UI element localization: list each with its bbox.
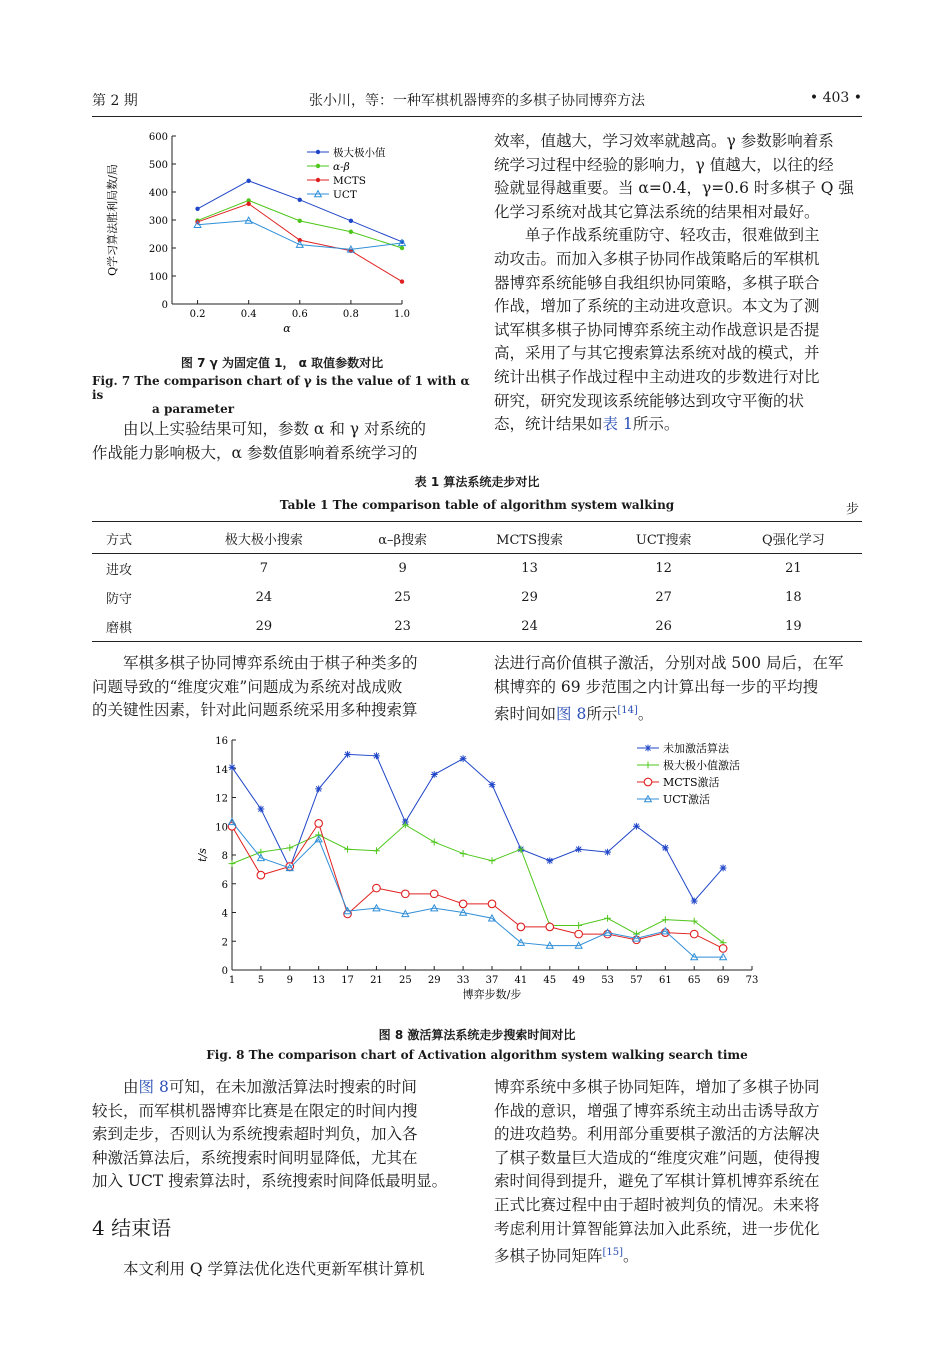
running-title: 张小川，等：一种军棋机器博弈的多棋子协同博弈方法 [309,93,645,109]
mid-left-line: 军棋多棋子协同博弈系统由于棋子种类多的 [123,654,418,672]
right-line: 高，采用了与其它搜索算法系统对战的模式，并 [494,344,820,363]
y-tick-label: 0 [221,966,228,977]
table-cell: 磨棋 [92,612,179,642]
data-point [315,820,323,828]
page-number: • 403 • [809,90,862,106]
table-cell: 24 [255,590,273,605]
data-point [489,781,496,788]
legend-marker [316,178,320,182]
mid-right-line-last [494,699,862,727]
bot-right-line: 正式比赛过程中由于超时被判负的情况。未来将 [494,1195,820,1214]
right-line: 化学习系统对战其它算法系统的结果相对最好。 [494,202,820,221]
data-point [460,850,467,857]
bottom-left-paragraph [92,1076,462,1194]
table-cell: 防守 [106,592,133,607]
y-tick-label: 10 [215,822,228,834]
series-line [232,754,723,901]
right-line: 验就显得越重要。当 α=0.4，γ=0.6 时多棋子 Q 强 [494,179,854,198]
text-fragment: 。 [637,705,654,724]
fig7-caption-en-line2: a parameter [152,402,235,416]
mid-left-paragraph [92,652,462,723]
x-tick-label: 0.2 [189,309,206,320]
right-line: 单子作战系统重防守、轻攻击，很难做到主 [525,226,820,245]
data-point [431,771,438,778]
table-header-row [92,524,862,554]
bot-left-line: 加入 UCT 搜索算法时，系统搜索时间降低最明显。 [92,1172,448,1191]
right-line: 统计出棋子作战过程中主动进攻的步数进行对比 [494,367,820,386]
mid-right-line: 棋博弈的 69 步范围之内计算出每一步的平均搜 [494,677,819,696]
section-heading: 4 结束语 [92,1216,172,1240]
data-point [402,890,410,898]
table-header-cell: MCTS搜索 [457,524,603,554]
bottom-right-paragraph [494,1076,862,1269]
data-point [575,846,582,853]
table-cell: 21 [785,561,802,576]
legend-marker [645,762,652,769]
x-tick-label: 29 [427,975,441,986]
table-header-cell: Q强化学习 [725,524,862,554]
table1-unit: 步 [846,502,860,517]
legend-marker [316,150,320,154]
data-point [488,900,496,908]
text-fragment: 索时间如 [494,705,557,724]
data-point [229,764,236,771]
table-cell: 29 [521,590,538,605]
y-tick-label: 100 [148,272,168,283]
data-point [349,219,353,223]
bot-right-line: 索时间得到提升，避免了军棋计算机博弈系统在 [494,1172,820,1191]
text-fragment: 所示。 [632,415,680,434]
y-tick-label: 300 [148,216,168,227]
right-paragraph-1 [494,130,862,437]
data-point [373,752,380,759]
table-header-cell: UCT搜索 [603,524,725,554]
table-cell: 9 [398,561,407,576]
x-tick-label: 17 [341,975,354,986]
right-line: 统学习过程中经验的影响力，γ 值越大，以往的经 [494,155,834,174]
table1 [92,524,862,642]
table-header-cell: α–β搜索 [349,524,457,554]
legend-label: MCTS激活 [663,776,720,789]
table-header-cell: 方式 [92,524,179,554]
x-tick-label: 1.0 [394,309,410,320]
table-cell: 12 [655,561,672,576]
table-cell: 13 [521,561,538,576]
data-point [690,930,698,938]
x-tick-label: 21 [370,975,383,986]
x-tick-label: 0.8 [342,309,359,320]
fig8-chart [192,730,782,1020]
fig7-caption-en-line1: Fig. 7 The comparison chart of γ is the value of 1 with α is [92,374,470,402]
data-point [195,207,199,211]
legend-marker [644,778,652,786]
table1-caption-en: Table 1 The comparison table of algorithm system walking [279,498,675,512]
right-line: 试军棋多棋子协同博弈系统主动作战意识是否提 [494,320,820,339]
text-fragment: 。 [623,1247,639,1266]
data-point [662,916,669,923]
data-point [315,785,322,792]
y-tick-label: 200 [148,244,168,255]
issue-number: 第 2 期 [92,93,138,109]
fig7-chart [92,122,472,347]
bot-right-line: 博弈系统中多棋子协同矩阵，增加了多棋子协同 [494,1078,820,1096]
legend-label: MCTS [333,175,366,187]
table-cell: 24 [457,612,603,642]
legend-label: 未加激活算法 [663,742,729,755]
data-point [460,755,467,762]
x-tick-label: 73 [745,975,759,986]
bot-right-line-last [494,1241,862,1269]
data-point [546,857,553,864]
table-cell: 25 [394,590,411,605]
data-point [430,890,438,898]
table-cell: 26 [603,612,725,642]
x-tick-label: 41 [514,975,528,986]
text-fragment: 态，统计结果如 [494,415,603,434]
bot-left-line: 较长，而军棋机器博弈比赛是在限定的时间内搜 [92,1101,418,1120]
text-fragment: 由 [123,1078,139,1096]
table-row [92,554,862,584]
data-point [349,230,353,234]
legend-marker [645,745,652,752]
table-cell: 进攻 [106,563,133,578]
data-point [344,751,351,758]
x-tick-label: 33 [456,975,470,986]
y-tick-label: 4 [221,908,228,920]
mid-left-line: 问题导致的“维度灾难”问题成为系统对战成败 [92,677,403,696]
data-point [604,915,611,922]
data-point [373,884,381,892]
x-tick-label: 69 [716,975,730,986]
y-tick-label: 16 [215,736,228,747]
data-point [298,198,302,202]
y-tick-label: 12 [215,793,228,805]
text-fragment: 可知，在未加激活算法时搜索的时间 [168,1078,417,1096]
text-fragment: 所示 [586,705,618,724]
right-line-last [494,413,862,437]
x-tick-label: 0.4 [240,309,257,320]
right-line: 研究，研究发现该系统能够达到攻守平衡的状 [494,391,805,410]
data-point [286,844,293,851]
right-line: 效率，值越大，学习效率就越高。γ 参数影响着系 [494,132,834,150]
x-tick-label: 53 [601,975,614,986]
data-point [575,922,582,929]
table-row [92,583,862,612]
table-cell: 23 [349,612,457,642]
left-para1-line1: 由以上实验结果可知，参数 α 和 γ 对系统的 [123,420,426,438]
series-line [198,204,402,282]
bot-left-line: 种激活算法后，系统搜索时间明显降低，尤其在 [92,1148,418,1167]
x-tick-label: 9 [286,975,293,986]
table1-caption-cn: 表 1 算法系统走步对比 [414,475,540,489]
x-tick-label: 37 [485,975,499,986]
citation-14-link[interactable]: [14] [617,705,638,717]
data-point [400,246,404,250]
mid-right-line: 法进行高价值棋子激活，分别对战 500 局后，在军 [494,654,844,672]
data-point [662,844,669,851]
right-line: 器博弈系统能够自我组织协同策略，多棋子联合 [494,273,820,292]
x-tick-label: 65 [687,975,701,986]
bot-right-line: 的进攻趋势。利用部分重要棋子激活的方法解决 [494,1125,820,1144]
table-cell: 19 [725,612,862,642]
right-line: 动攻击。而加入多棋子协同作战策略后的军棋机 [494,249,820,268]
right-line: 作战，增加了系统的主动进攻意识。本文为了测 [494,297,820,316]
fig8-caption-en: Fig. 8 The comparison chart of Activation algorithm system walking search time [206,1048,748,1062]
data-point [257,806,264,813]
section-paragraph [92,1258,462,1282]
legend-label: 极大极小值激活 [663,759,740,772]
legend-marker [316,164,320,168]
data-point [489,857,496,864]
table-cell: 29 [179,612,349,642]
data-point [344,846,351,853]
x-tick-label: 13 [312,975,326,986]
y-tick-label: 14 [215,764,228,776]
y-axis-label: Q学习算法胜利局数/局 [106,164,119,276]
bot-left-line: 索到走步，否则认为系统搜索超时判负，加入各 [92,1125,418,1144]
header-rule [92,116,862,117]
data-point [246,179,250,183]
section-para-line: 本文利用 Q 学算法优化迭代更新军棋计算机 [123,1260,425,1278]
mid-right-paragraph [494,652,862,727]
table-header-cell: 极大极小搜索 [179,524,349,554]
y-tick-label: 8 [221,851,228,862]
mid-left-line: 的关键性因素，针对此问题系统采用多种搜索算 [92,701,418,720]
y-tick-label: 500 [148,160,168,171]
data-point [604,849,611,856]
table-row [92,612,862,642]
fig7-caption-cn: 图 7 γ 为固定值 1， α 取值参数对比 [180,356,384,370]
bot-right-line: 了棋子数量巨大造成的“维度灾难”问题，使得搜 [494,1148,820,1167]
y-tick-label: 6 [221,879,228,891]
legend-label: 极大极小值 [333,147,386,159]
x-tick-label: 45 [543,975,557,986]
data-point [229,860,236,867]
table-cell: 7 [259,561,269,576]
x-axis-label: α [283,322,291,335]
y-tick-label: 2 [221,937,228,949]
data-point [633,823,640,830]
bot-right-line: 作战的意识，增强了博弈系统主动出击诱导敌方 [494,1101,820,1120]
fig8-reference-link[interactable]: 图 8 [556,705,587,724]
data-point [459,900,467,908]
legend-label: UCT激活 [663,793,711,806]
legend-label: α-β [333,161,350,173]
x-tick-label: 5 [257,975,265,986]
y-axis-label: t/s [196,848,209,862]
data-point [257,871,265,879]
data-point [691,898,698,905]
table-top-rule [92,521,862,522]
data-point [546,923,554,931]
x-tick-label: 0.6 [291,309,308,320]
y-tick-label: 600 [148,132,168,143]
x-tick-label: 57 [630,975,643,986]
citation-15-link[interactable]: [15] [602,1247,624,1259]
left-paragraph-1 [92,418,462,465]
text-fragment: 多棋子协同矩阵 [494,1247,603,1266]
bot-left-line-first [92,1076,462,1100]
x-tick-label: 49 [572,975,586,986]
page-header [92,90,862,112]
x-tick-label: 25 [398,975,412,986]
left-para1-line2: 作战能力影响极大，α 参数值影响着系统学习的 [92,443,418,462]
data-point [298,219,302,223]
x-tick-label: 1 [228,975,236,986]
data-point [400,279,404,283]
y-tick-label: 400 [148,188,168,199]
x-axis-label: 博弈步数/步 [462,988,522,1001]
series-line [232,823,723,948]
fig8-caption-cn: 图 8 激活算法系统走步搜索时间对比 [378,1028,576,1042]
table1-reference-link[interactable]: 表 1 [602,415,633,434]
series-line [198,221,402,250]
data-point [517,923,525,931]
x-tick-label: 61 [658,975,672,986]
data-point [431,839,438,846]
legend-label: UCT [333,189,357,201]
bot-right-line: 考虑利用计算智能算法加入此系统，进一步优化 [494,1219,820,1238]
data-point [720,865,727,872]
fig8-reference-link[interactable]: 图 8 [138,1078,169,1096]
table-cell: 18 [785,590,802,605]
data-point [719,945,727,953]
y-tick-label: 0 [161,300,168,311]
data-point [246,202,250,206]
fig7-caption-en [92,374,472,416]
data-point [575,930,583,938]
table-cell: 27 [655,590,672,605]
